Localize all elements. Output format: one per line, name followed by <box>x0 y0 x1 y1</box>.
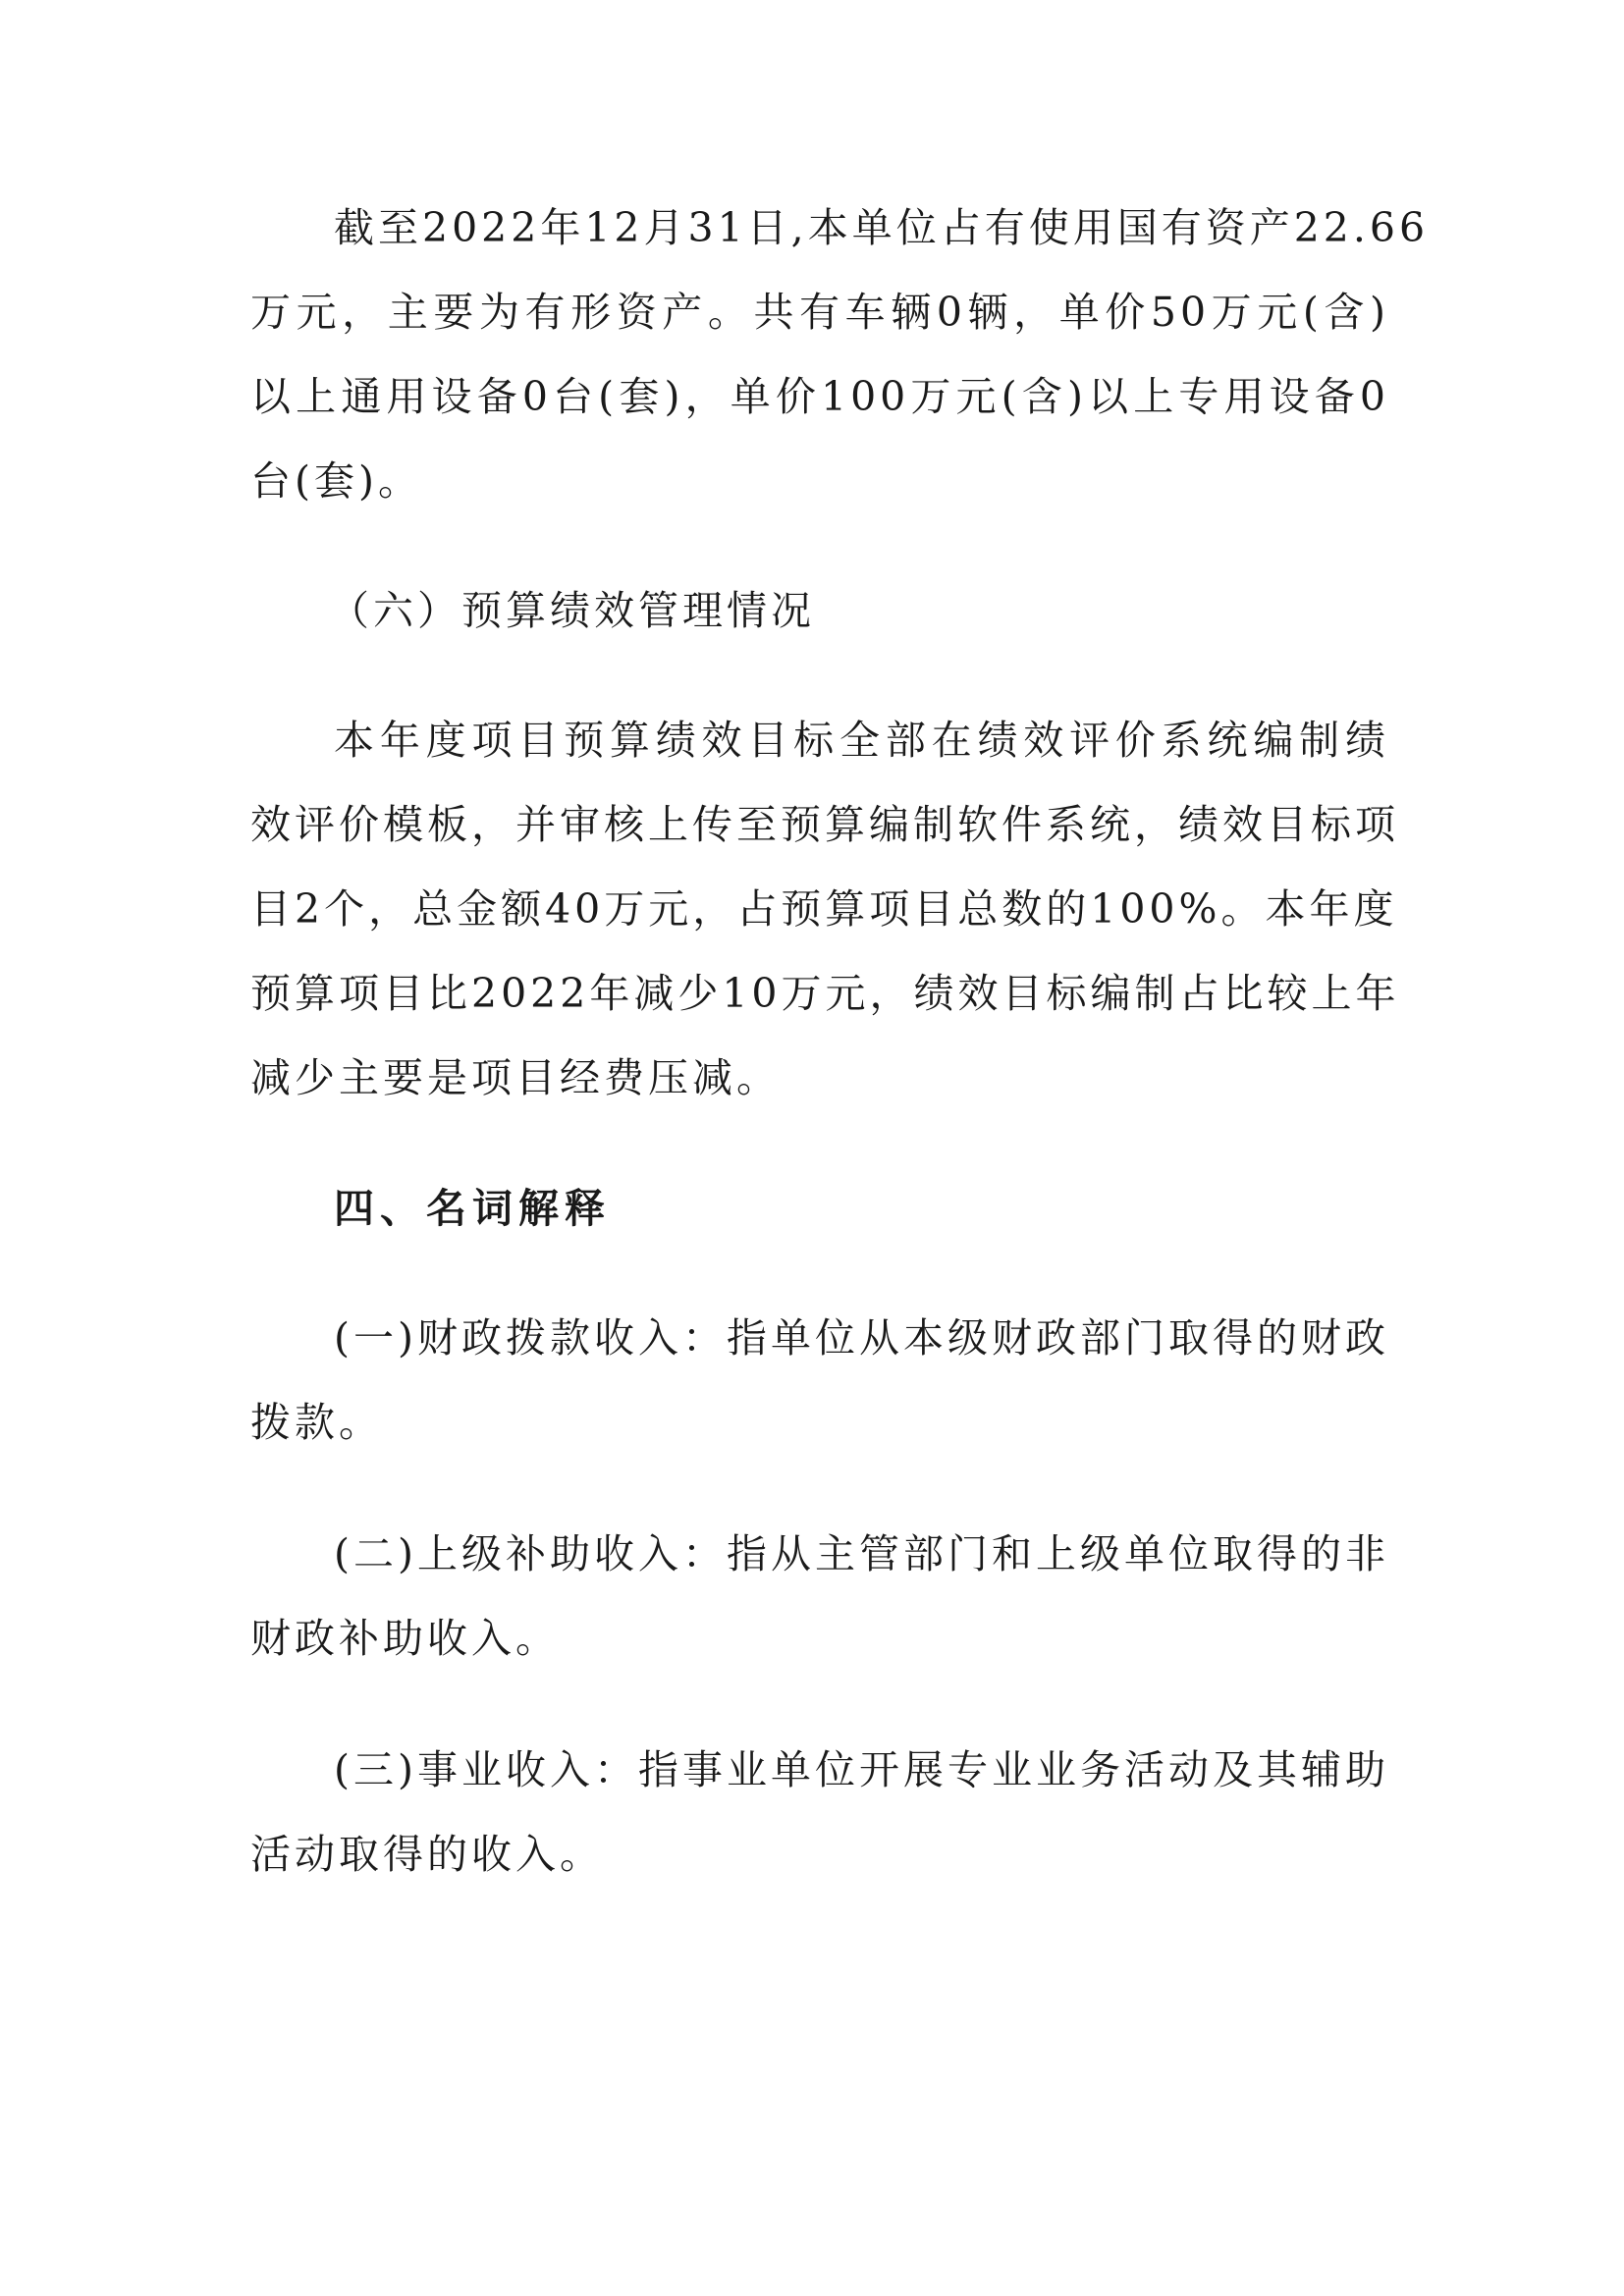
assets-paragraph-line-3: 以上通用设备0台(套)，单价100万元(含)以上专用设备0 <box>250 373 1389 420</box>
term-subsidy-line-2: 财政补助收入。 <box>250 1615 560 1662</box>
assets-paragraph-line-4: 台(套)。 <box>250 457 422 505</box>
performance-paragraph-line-2: 效评价模板，并审核上传至预算编制软件系统，绩效目标项 <box>250 801 1399 848</box>
performance-paragraph-line-5: 减少主要是项目经费压减。 <box>250 1054 781 1101</box>
assets-paragraph-line-2: 万元，主要为有形资产。共有车辆0辆，单价50万元(含) <box>250 289 1389 336</box>
term-subsidy-line-1: (二)上级补助收入：指从主管部门和上级单位取得的非 <box>334 1530 1389 1577</box>
performance-paragraph-line-1: 本年度项目预算绩效目标全部在绩效评价系统编制绩 <box>334 717 1389 764</box>
performance-paragraph-line-4: 预算项目比2022年减少10万元，绩效目标编制占比较上年 <box>250 970 1400 1017</box>
assets-paragraph-line-1: 截至2022年12月31日,本单位占有使用国有资产22.66 <box>334 204 1430 251</box>
term-fiscal-line-2: 拨款。 <box>250 1399 383 1446</box>
term-business-line-2: 活动取得的收入。 <box>250 1831 604 1878</box>
heading-terms: 四、名词解释 <box>334 1185 611 1232</box>
term-business-line-1: (三)事业收入：指事业单位开展专业业务活动及其辅助 <box>334 1746 1389 1793</box>
performance-paragraph-line-3: 目2个，总金额40万元，占预算项目总数的100%。本年度 <box>250 885 1398 933</box>
term-fiscal-line-1: (一)财政拨款收入：指单位从本级财政部门取得的财政 <box>334 1314 1389 1362</box>
subheading-performance: （六）预算绩效管理情况 <box>329 587 815 634</box>
